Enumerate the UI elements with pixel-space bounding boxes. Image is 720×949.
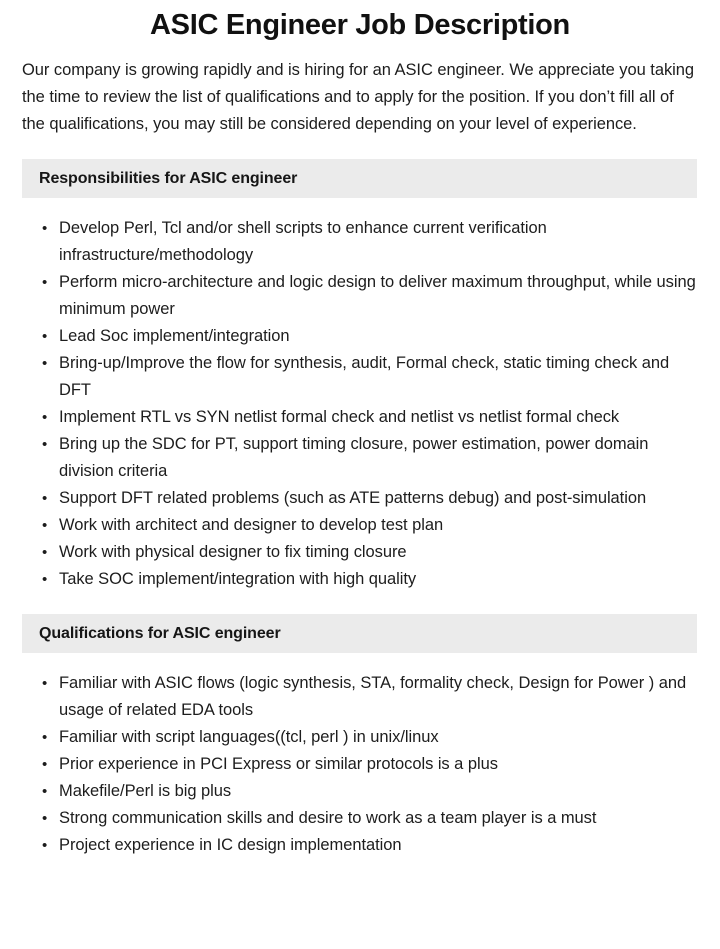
list-item-label: Implement RTL vs SYN netlist formal check and netlist vs netlist formal check xyxy=(59,408,620,426)
bullet-icon: • xyxy=(42,274,48,291)
list-item xyxy=(0,566,720,593)
list-item-label: Lead Soc implement/integration xyxy=(59,327,290,345)
page-title: ASIC Engineer Job Description xyxy=(150,9,570,41)
list-item-label: Prior experience in PCI Express or similar protocols is a plus xyxy=(59,755,498,773)
bullet-icon: • xyxy=(42,729,48,746)
list-item xyxy=(0,670,720,724)
list-item-label: Project experience in IC design implementation xyxy=(59,836,402,854)
list-item xyxy=(0,778,720,805)
section-header-responsibilities-label: Responsibilities for ASIC engineer xyxy=(39,169,298,187)
list-item xyxy=(0,485,720,512)
bullet-icon: • xyxy=(42,517,48,534)
qualifications-list xyxy=(0,653,720,859)
bullet-icon: • xyxy=(42,571,48,588)
list-item xyxy=(0,724,720,751)
intro-paragraph: Our company is growing rapidly and is hiring for an ASIC engineer. We appreciate you taking the time to review the list of qualifications and to apply for the position. If you don’t fill all of the qualifications, you may still be considered depending on your level of experience. xyxy=(22,61,695,133)
bullet-icon: • xyxy=(42,837,48,854)
bullet-icon: • xyxy=(42,436,48,453)
list-item xyxy=(0,431,720,485)
bullet-icon: • xyxy=(42,756,48,773)
list-item-label: Familiar with script languages((tcl, perl ) in unix/linux xyxy=(59,728,439,746)
list-item-label: Develop Perl, Tcl and/or shell scripts to enhance current verification infrastructure/methodology xyxy=(59,219,547,264)
bullet-icon: • xyxy=(42,490,48,507)
list-item-label: Support DFT related problems (such as ATE patterns debug) and post-simulation xyxy=(59,489,647,507)
list-item-label: Work with physical designer to fix timing closure xyxy=(59,543,407,561)
section-header-responsibilities xyxy=(22,159,697,198)
list-item-label: Familiar with ASIC flows (logic synthesis, STA, formality check, Design for Power ) and usage of related EDA tools xyxy=(59,674,687,719)
bullet-icon: • xyxy=(42,544,48,561)
list-item-label: Strong communication skills and desire to work as a team player is a must xyxy=(59,809,597,827)
list-item xyxy=(0,832,720,859)
list-item-label: Take SOC implement/integration with high quality xyxy=(59,570,417,588)
list-item-label: Makefile/Perl is big plus xyxy=(59,782,232,800)
bullet-icon: • xyxy=(42,810,48,827)
list-item xyxy=(0,350,720,404)
list-item xyxy=(0,751,720,778)
list-item xyxy=(0,404,720,431)
list-item-label: Bring up the SDC for PT, support timing closure, power estimation, power domain division criteria xyxy=(59,435,649,480)
list-item xyxy=(0,323,720,350)
list-item xyxy=(0,539,720,566)
responsibilities-list xyxy=(0,198,720,593)
list-item-label: Bring-up/Improve the flow for synthesis, audit, Formal check, static timing check and DFT xyxy=(59,354,670,399)
bullet-icon: • xyxy=(42,220,48,237)
bullet-icon: • xyxy=(42,783,48,800)
list-item xyxy=(0,215,720,269)
list-item xyxy=(0,805,720,832)
list-item-label: Perform micro-architecture and logic design to deliver maximum throughput, while using minimum power xyxy=(59,273,696,318)
bullet-icon: • xyxy=(42,409,48,426)
section-header-qualifications-label: Qualifications for ASIC engineer xyxy=(39,624,281,642)
list-item xyxy=(0,269,720,323)
list-item-label: Work with architect and designer to develop test plan xyxy=(59,516,444,534)
list-item xyxy=(0,512,720,539)
bullet-icon: • xyxy=(42,328,48,345)
bullet-icon: • xyxy=(42,355,48,372)
section-header-qualifications xyxy=(22,614,697,653)
bullet-icon: • xyxy=(42,675,48,692)
